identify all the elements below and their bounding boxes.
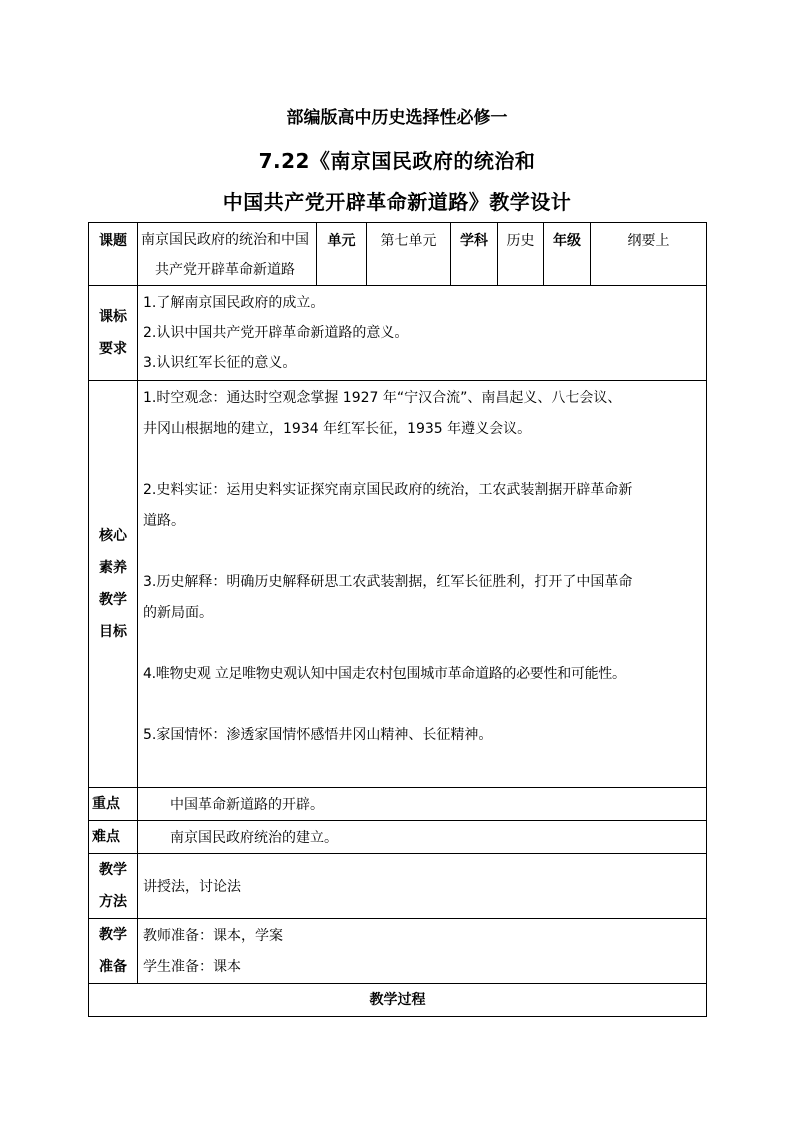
doc-title-line2: 7.22《南京国民政府的统治和 (258, 149, 536, 173)
core-item-4: 4.唯物史观 立足唯物史观认知中国走农村包围城市革命道路的必要性和可能性。 (143, 666, 626, 682)
standards-item: 1.了解南京国民政府的成立。 (143, 295, 325, 311)
process-label: 教学过程 (89, 984, 707, 1017)
key-point-value: 中国革命新道路的开辟。 (138, 788, 707, 821)
doc-title-line1: 部编版高中历史选择性必修一 (286, 108, 508, 128)
preparation-row (89, 919, 707, 984)
standards-label-line2: 要求 (99, 341, 127, 357)
difficulty-value: 南京国民政府统治的建立。 (138, 821, 707, 854)
unit-label: 单元 (317, 223, 367, 286)
topic-value-line1: 南京国民政府的统治和中国 (141, 232, 309, 248)
key-point-label: 重点 (89, 788, 138, 821)
unit-value: 第七单元 (367, 223, 451, 286)
difficulty-row (89, 821, 707, 854)
standards-label (89, 286, 138, 381)
core-item-2-line1: 2.史料实证：运用史料实证探究南京国民政府的统治，工农武装割据开辟革命新 (143, 482, 633, 498)
standards-content (138, 286, 707, 381)
standards-row (89, 286, 707, 381)
grade-label: 年级 (544, 223, 591, 286)
key-point-row (89, 788, 707, 821)
core-item-1-line2: 井冈山根据地的建立，1934 年红军长征，1935 年遵义会议。 (143, 421, 532, 437)
method-row (89, 854, 707, 919)
lesson-plan-table (88, 222, 707, 1017)
core-item-1-line1: 1.时空观念：通达时空观念掌握 1927 年“宁汉合流”、南昌起义、八七会议、 (143, 390, 622, 406)
method-label-line2: 方法 (99, 894, 127, 910)
preparation-label-line2: 准备 (99, 959, 127, 975)
core-item-5: 5.家国情怀：渗透家国情怀感悟井冈山精神、长征精神。 (143, 727, 493, 743)
topic-label: 课题 (89, 223, 138, 286)
core-label-line: 教学 (99, 592, 127, 608)
preparation-label (89, 919, 138, 984)
core-item-3-line2: 的新局面。 (143, 605, 213, 621)
method-label (89, 854, 138, 919)
subject-value: 历史 (498, 223, 544, 286)
method-value: 讲授法，讨论法 (138, 854, 707, 919)
core-label (89, 381, 138, 788)
core-row (89, 381, 707, 788)
core-item-2-line2: 道路。 (143, 513, 185, 529)
core-label-line: 目标 (99, 624, 127, 640)
standards-item: 3.认识红军长征的意义。 (143, 355, 297, 371)
preparation-teacher: 教师准备：课本，学案 (143, 928, 283, 944)
topic-value (138, 223, 317, 286)
process-row (89, 984, 707, 1017)
topic-value-line2: 共产党开辟革命新道路 (155, 262, 295, 278)
core-label-line: 核心 (99, 528, 127, 544)
method-label-line1: 教学 (99, 862, 127, 878)
core-content (138, 381, 707, 788)
standards-label-line1: 课标 (99, 309, 127, 325)
preparation-content (138, 919, 707, 984)
core-label-line: 素养 (99, 560, 127, 576)
core-item-3-line1: 3.历史解释：明确历史解释研思工农武装割据，红军长征胜利，打开了中国革命 (143, 574, 633, 590)
subject-label: 学科 (451, 223, 498, 286)
grade-value: 纲要上 (591, 223, 707, 286)
info-row (89, 223, 707, 286)
preparation-label-line1: 教学 (99, 927, 127, 943)
difficulty-label: 难点 (89, 821, 138, 854)
doc-title-line3: 中国共产党开辟革命新道路》教学设计 (222, 190, 572, 214)
standards-item: 2.认识中国共产党开辟革命新道路的意义。 (143, 325, 409, 341)
preparation-student: 学生准备：课本 (143, 959, 241, 975)
